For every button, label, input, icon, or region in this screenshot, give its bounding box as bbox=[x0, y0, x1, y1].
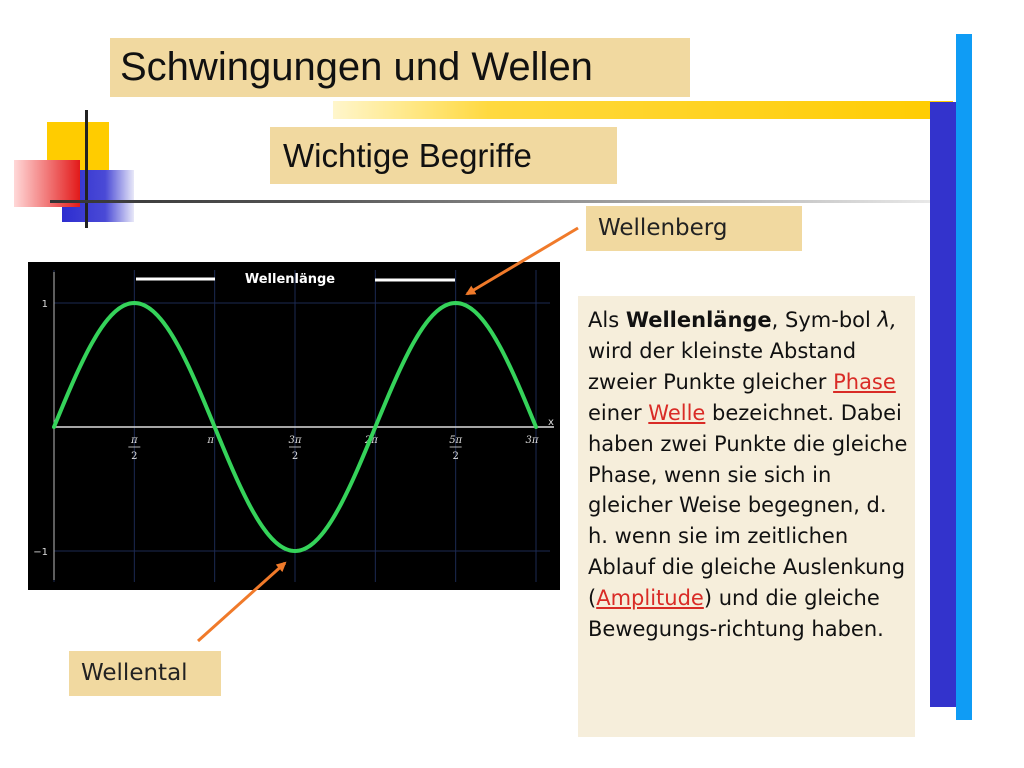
x-tick-numerator: π bbox=[131, 435, 138, 446]
x-axis-label: x bbox=[548, 417, 554, 428]
desc-part2: wird der kleinste Abstand zweier Punkte gleicher bbox=[588, 338, 857, 394]
trough-label: Wellental bbox=[81, 660, 188, 686]
wave-link[interactable]: Welle bbox=[648, 400, 706, 425]
description-text bbox=[588, 305, 913, 645]
y-tick-label: 1 bbox=[41, 299, 48, 310]
desc-symbol: λ, bbox=[877, 308, 897, 332]
desc-part5: ) und die gleiche Bewegungs-richtung haben. bbox=[588, 586, 884, 642]
amplitude-link[interactable]: Amplitude bbox=[596, 586, 704, 611]
crest-label: Wellenberg bbox=[598, 215, 728, 241]
x-tick-denominator: 2 bbox=[452, 451, 459, 462]
description-box bbox=[578, 296, 915, 737]
desc-part1: , Sym-bol bbox=[771, 308, 878, 332]
x-tick-numerator: 5π bbox=[449, 435, 463, 446]
phase-link[interactable]: Phase bbox=[833, 369, 896, 394]
crest-arrow bbox=[467, 228, 578, 294]
y-tick-label: −1 bbox=[33, 547, 48, 558]
x-tick-label: 2π bbox=[364, 435, 378, 446]
page-subtitle: Wichtige Begriffe bbox=[283, 137, 532, 174]
x-tick-denominator: 2 bbox=[131, 451, 138, 462]
x-tick-denominator: 2 bbox=[291, 451, 299, 462]
x-tick-label: π bbox=[207, 435, 214, 446]
x-tick-label: 3π bbox=[525, 435, 539, 446]
trough-arrow bbox=[198, 563, 285, 641]
desc-intro: Als bbox=[588, 308, 626, 332]
x-tick-numerator: 3π bbox=[288, 435, 302, 446]
page-title: Schwingungen und Wellen bbox=[120, 45, 593, 89]
desc-part3: einer bbox=[588, 400, 649, 425]
wavelength-heading: Wellenlänge bbox=[244, 272, 336, 287]
desc-term: Wellenlänge bbox=[625, 308, 772, 332]
desc-part4: bezeichnet. Dabei haben zwei Punkte die gleiche Phase, wenn sie sich in gleicher Weise begegnen, d. h. wenn sie im zeitlichen Ablauf die gleiche Auslenkung ( bbox=[588, 400, 908, 611]
